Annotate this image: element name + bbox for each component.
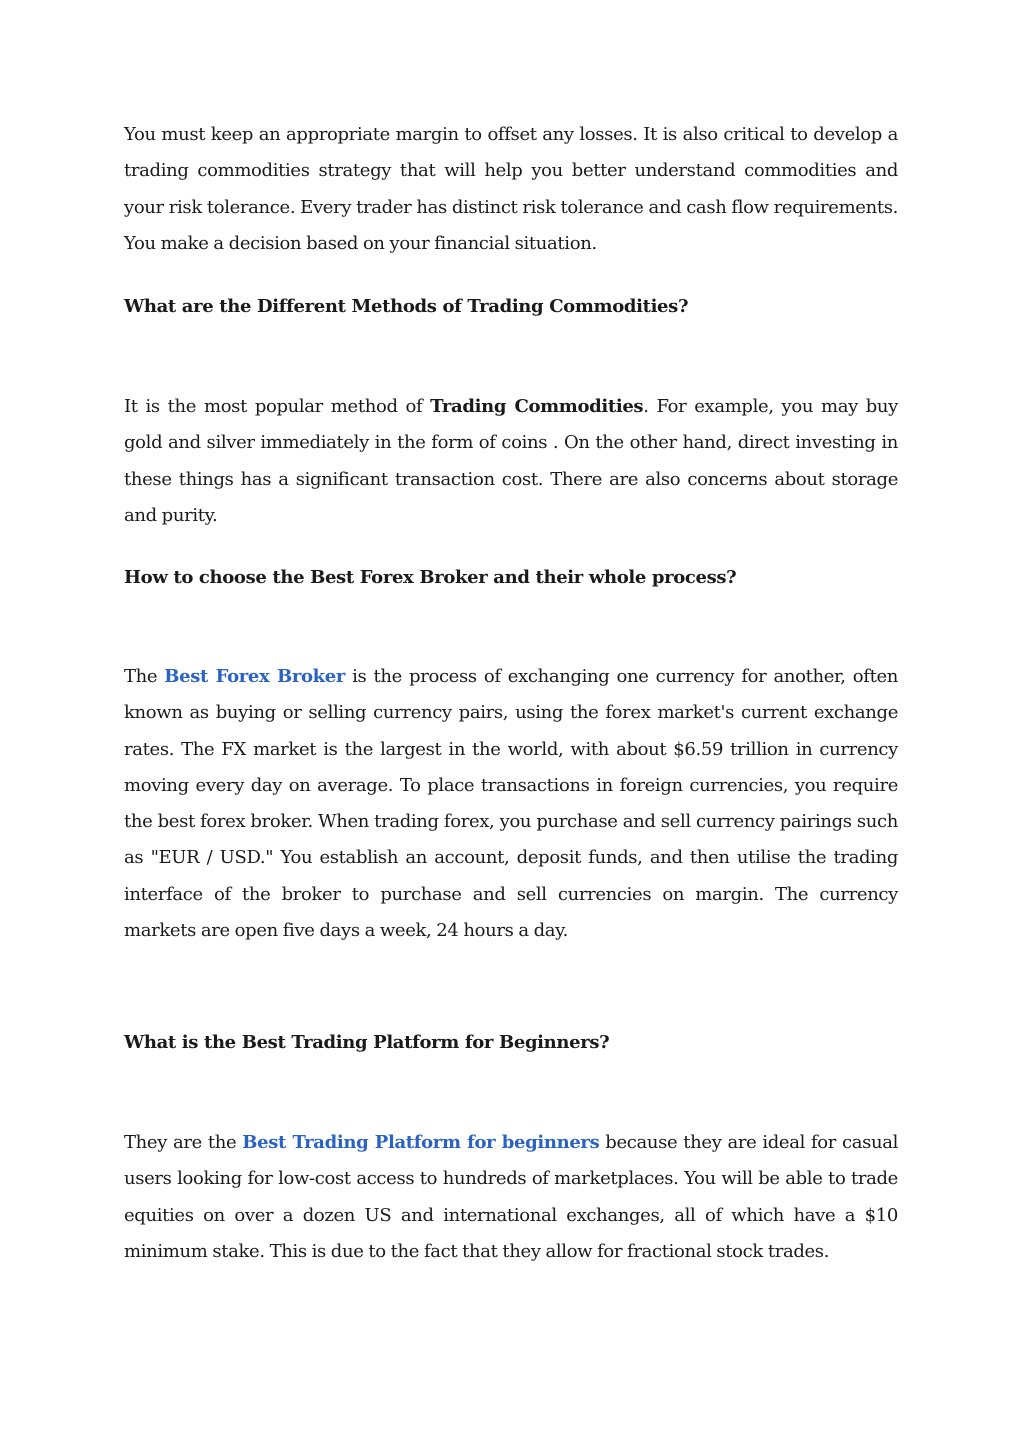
paragraph-margin-strategy: You must keep an appropriate margin to offset any losses. It is also critical to develop a trading commodities strategy that will help you better understand commodities and your risk tolerance. Every trader has distinct risk tolerance and cash flow requirements. You make a decision based on your financial situation. [124, 124, 898, 254]
paragraph-text-after: because they are ideal for casual users looking for low-cost access to hundreds of marketplaces. You will be able to trade equities on over a dozen US and international exchanges, all of which have a $10 minimum stake. This is due to the fact that they allow for fractional stock trades. [124, 1132, 898, 1262]
paragraph-text-after: is the process of exchanging one currency for another, often known as buying or selling currency pairs, using the forex market's current exchange rates. The FX market is the largest in the world, with about $6.59 trillion in currency moving every day on average. To place transactions in foreign currencies, you require the best forex broker. When trading forex, you purchase and sell currency pairings such as "EUR / USD." You establish an account, deposit funds, and then utilise the trading interface of the broker to purchase and sell currencies on margin. The currency markets are open five days a week, 24 hours a day. [124, 666, 898, 942]
link-best-trading-platform[interactable]: Best Trading Platform for beginners [242, 1132, 600, 1153]
paragraph-text-before: They are the [124, 1132, 243, 1153]
heading-choose-forex-broker: How to choose the Best Forex Broker and their whole process? [124, 567, 737, 588]
heading-methods-trading-commodities: What are the Different Methods of Trading Commodities? [124, 296, 689, 317]
paragraph-forex-broker [124, 659, 898, 949]
bold-term-trading-commodities: Trading Commodities [430, 396, 644, 417]
paragraph-trading-platform [124, 1125, 898, 1270]
paragraph-text-before: It is the most popular method of [124, 396, 431, 417]
paragraph-text-before: The [124, 666, 165, 687]
heading-best-trading-platform: What is the Best Trading Platform for Beginners? [124, 1032, 610, 1053]
link-best-forex-broker[interactable]: Best Forex Broker [164, 666, 346, 687]
paragraph-text-after: . For example, you may buy gold and silver immediately in the form of coins . On the other hand, direct investing in these things has a significant transaction cost. There are also concerns about storage and purity. [124, 396, 898, 526]
paragraph-trading-commodities [124, 389, 898, 534]
